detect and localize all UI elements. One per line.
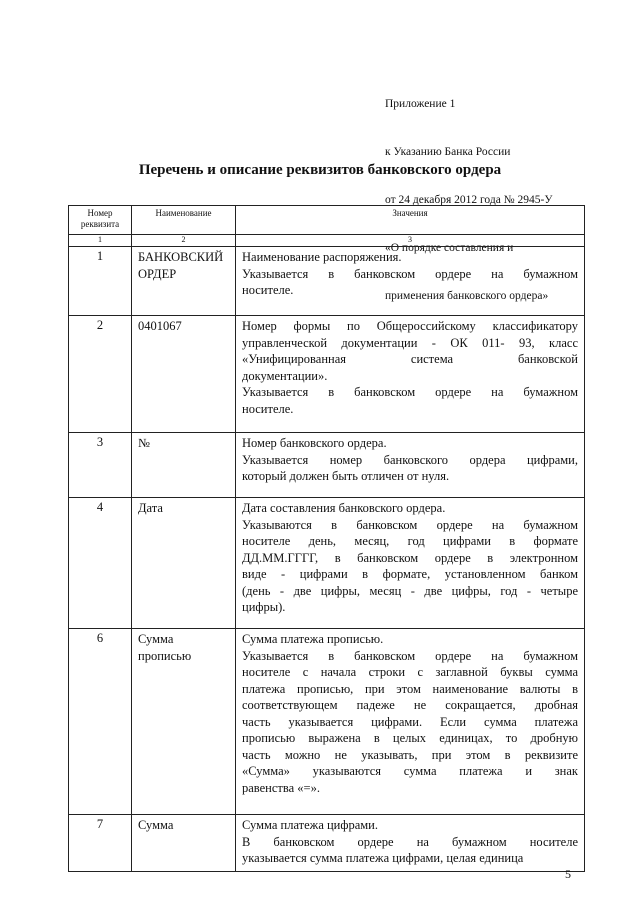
requisite-value-line: Дата составления банковского ордера. [242,501,446,515]
header-number: Номер реквизита [69,206,132,235]
header-name: Наименование [132,206,236,235]
requisite-value-line: Номер банковского ордера. [242,436,387,450]
requisite-value-line: В банковском ордере на бумажном носителе [242,834,578,849]
requisite-name-line: ОРДЕР [138,266,177,281]
requisite-value-line: Наименование распоряжения. [242,250,402,264]
requisite-name [132,629,236,815]
appendix-line: Приложение 1 [385,98,456,110]
requisite-value-line: часть указывается цифрами. Если сумма платежа [242,714,578,729]
requisite-value-line: Указывается номер банковского ордера цифрами, [242,452,578,467]
requisite-value-line: Сумма платежа цифрами. [242,818,378,832]
requisite-number: 4 [69,498,132,629]
column-number: 2 [132,235,236,247]
requisite-name [132,247,236,316]
column-number-row [69,235,585,247]
requisite-name [132,316,236,433]
requisite-value-line: цифры). [242,600,286,614]
requisite-value-line: ДД.ММ.ГГГГ, в банковском ордере в электронном [242,550,578,565]
requisite-value [236,815,585,872]
requisite-value-line: который должен быть отличен от нуля. [242,469,450,483]
requisite-value-line: Указывается в банковском ордере на бумажном [242,648,578,663]
requisite-value-line: Номер формы по Общероссийскому классификатору [242,319,578,333]
requisite-value-line: виде - цифрами в формате, установленном банком [242,567,578,581]
table-row [69,247,585,316]
requisite-value-line: документации». [242,368,328,383]
requisite-value [236,247,585,316]
requisite-value-line: Указывается в банковском ордере на бумажном [242,385,578,399]
requisite-value-line: носителе. [242,283,294,297]
requisite-value-line: носителе с начала строки с заглавной буквы сумма [242,665,578,679]
requisite-number: 6 [69,629,132,815]
requisite-name-line: прописью [138,648,192,663]
requisite-value-line: часть можно не указывать, при этом в реквизите [242,747,578,762]
appendix-line: от 24 декабря 2012 года № 2945-У [385,194,553,206]
table-row [69,316,585,433]
requisite-value [236,629,585,815]
table-row [69,433,585,498]
requisite-value [236,498,585,629]
page-number: 5 [565,867,571,881]
column-number: 1 [69,235,132,247]
table-row [69,498,585,629]
table-row [69,815,585,872]
table-header-row [69,206,585,235]
requisite-name [132,433,236,498]
requisite-name-line: Дата [138,501,163,515]
requisite-name-line: № [138,436,150,450]
requisite-number: 1 [69,247,132,316]
requisite-number: 7 [69,815,132,872]
requisite-value-line: Указываются в банковском ордере на бумажном [242,517,578,532]
header-values: Значения [236,206,585,235]
requisite-value [236,433,585,498]
table-body [69,247,585,872]
requisite-name-line: 0401067 [138,319,182,333]
appendix-line: применения банковского ордера» [385,290,549,302]
requisites-table [68,205,585,872]
requisite-value-line: соответствующем падеже не сокращается, дробная [242,698,578,712]
requisite-name [132,498,236,629]
requisite-value-line: «Унифицированная система банковской [242,352,578,366]
requisite-name [132,815,236,872]
requisite-value-line: (день - две цифры, месяц - две цифры, год - четыре [242,583,578,598]
appendix-line: «О порядке составления и [385,242,514,254]
requisite-name-line: БАНКОВСКИЙ [138,250,224,264]
requisite-value [236,316,585,433]
requisite-value-line: носителе. [242,401,294,416]
requisite-value-line: платежа прописью, при этом наименование валюты в [242,681,578,696]
requisite-number: 2 [69,316,132,433]
appendix-line: к Указанию Банка России [385,146,511,158]
requisite-value-line: прописью выражена в целых единицах, то дробную [242,731,578,745]
requisite-name-line: Сумма [138,632,174,646]
table-row [69,629,585,815]
requisite-value-line: Указывается в банковском ордере на бумажном [242,266,578,281]
document-title: Перечень и описание реквизитов банковского ордера [138,162,502,178]
requisite-value-line: «Сумма» указываются сумма платежа и знак [242,764,578,778]
requisite-value-line: равенства «=». [242,780,320,795]
requisite-name-line: Сумма [138,818,174,832]
requisite-value-line: управленческой документации - ОК 011- 93, класс [242,335,578,350]
requisite-value-line: носителе день, месяц, год цифрами в формате [242,534,578,548]
requisite-number: 3 [69,433,132,498]
requisite-value-line: указывается сумма платежа цифрами, целая единица [242,851,524,865]
column-number: 3 [236,235,585,247]
requisite-value-line: Сумма платежа прописью. [242,632,384,646]
